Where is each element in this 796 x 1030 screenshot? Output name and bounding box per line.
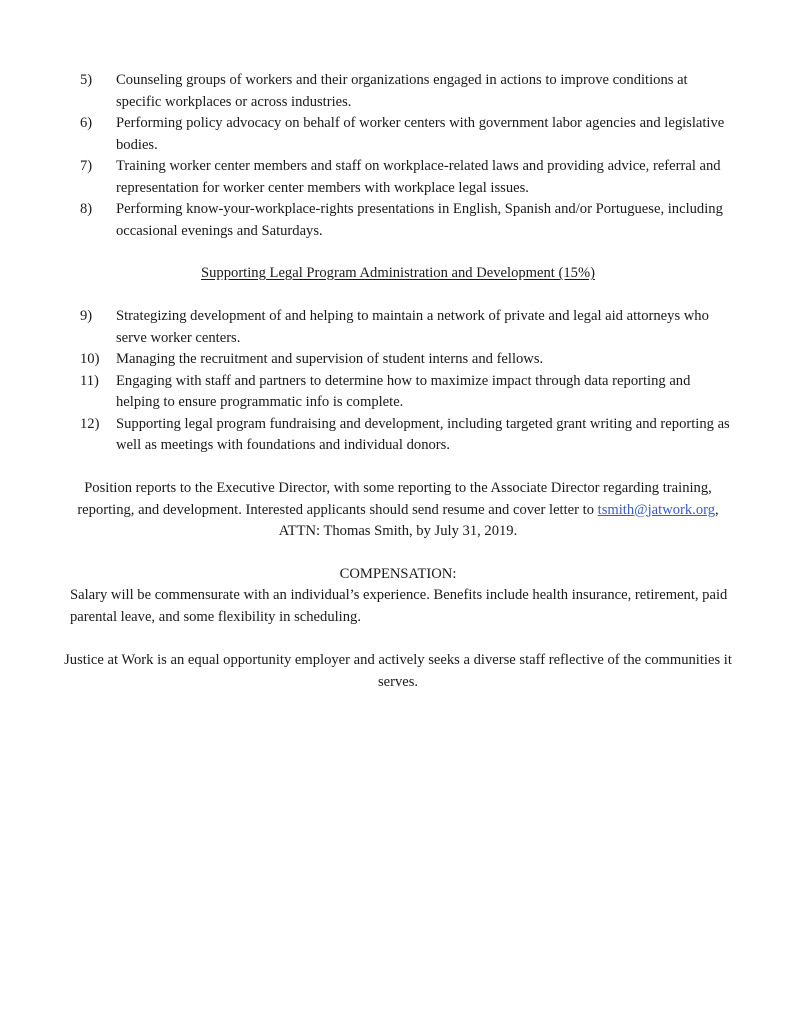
list-item [80, 70, 730, 113]
list-item-text: Training worker center members and staff on workplace-related laws and providing advice, referral and representation for worker center members with workplace legal issues. [116, 158, 721, 196]
list-number: 11) [80, 372, 99, 389]
list-number: 8) [80, 201, 93, 217]
duties-list-advocacy [80, 70, 730, 242]
list-item-text: Performing know-your-workplace-rights presentations in English, Spanish and/or Portuguese, including occasional evenings and Saturdays. [116, 201, 723, 239]
list-number: 10) [80, 351, 100, 367]
compensation-heading: COMPENSATION: [339, 566, 457, 582]
duties-list-administration [80, 306, 730, 457]
list-number: 12) [80, 415, 100, 432]
eeo-statement: Justice at Work is an equal opportunity employer and actively seeks a diverse staff reflective of the communities it serves. [64, 652, 732, 690]
position-reporting-paragraph [60, 478, 736, 543]
list-item-text: Engaging with staff and partners to determine how to maximize impact through data reporting and helping to ensure programmatic info is complete. [116, 372, 691, 410]
list-item-text: Performing policy advocacy on behalf of worker centers with government labor agencies and legislative bodies. [116, 115, 725, 153]
list-item [80, 306, 730, 349]
list-item-text: Strategizing development of and helping to maintain a network of private and legal aid attorneys who serve worker centers. [116, 308, 709, 346]
compensation-body: Salary will be commensurate with an individual’s experience. Benefits include health insurance, retirement, paid parental leave, and some flexibility in scheduling. [70, 587, 728, 625]
list-item [80, 199, 730, 242]
email-link[interactable]: tsmith@jatwork.org [597, 501, 716, 518]
list-item [80, 113, 730, 156]
list-item [80, 349, 730, 371]
list-item [80, 414, 730, 457]
list-number: 6) [80, 115, 93, 131]
list-item-text: Supporting legal program fundraising and development, including targeted grant writing and reporting as well as meetings with foundations and individual donors. [116, 415, 730, 453]
position-text-after: , ATTN: Thomas Smith, by July 31, 2019. [278, 501, 719, 539]
section-heading: Supporting Legal Program Administration and Development (15%) [201, 265, 595, 281]
list-item [80, 156, 730, 199]
position-text: Position reports to the Executive Director, with some reporting to the Associate Director regarding training, reporting, and development. Interested applicants should send resume and cover letter to [77, 480, 712, 518]
list-number: 9) [80, 308, 93, 324]
list-item-text: Counseling groups of workers and their organizations engaged in actions to improve conditions at specific workplaces or across industries. [116, 72, 688, 110]
list-item [80, 371, 730, 414]
list-number: 5) [80, 72, 93, 88]
list-item-text: Managing the recruitment and supervision of student interns and fellows. [116, 351, 544, 367]
list-number: 7) [80, 158, 93, 174]
